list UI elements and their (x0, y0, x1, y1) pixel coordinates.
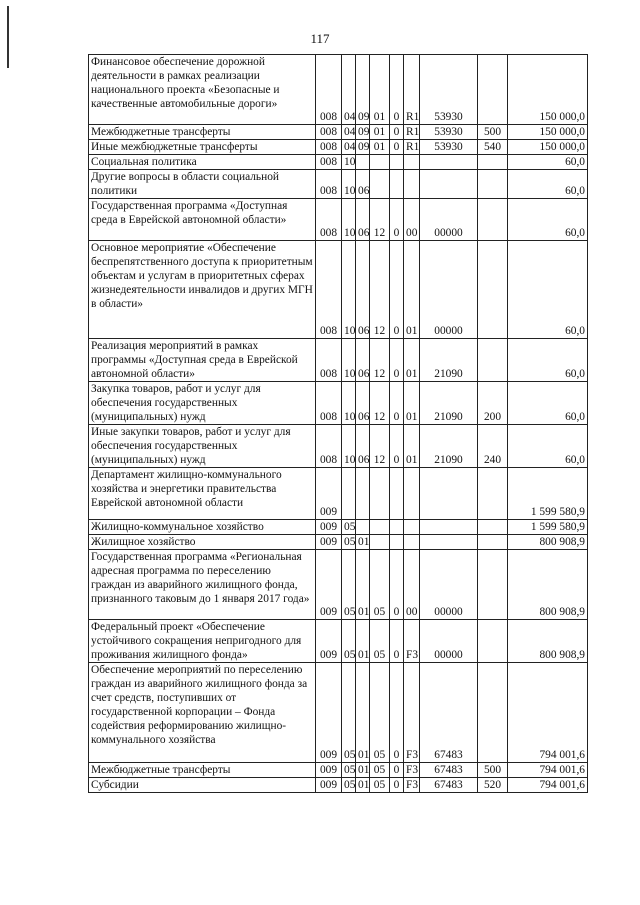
row-section-code: 05 (342, 663, 356, 763)
row-ved-code: 009 (316, 663, 342, 763)
row-amount: 794 001,6 (508, 763, 588, 778)
row-amount: 60,0 (508, 382, 588, 425)
row-name: Межбюджетные трансферты (89, 763, 316, 778)
row-subprogram-code (390, 520, 404, 535)
row-measure-code: 00 (404, 199, 420, 241)
row-section-code: 10 (342, 155, 356, 170)
row-amount: 800 908,9 (508, 550, 588, 620)
row-expense-type-code (478, 339, 508, 382)
row-ved-code: 008 (316, 125, 342, 140)
row-direction-code: 67483 (420, 663, 478, 763)
table-row (89, 339, 588, 382)
row-expense-type-code: 200 (478, 382, 508, 425)
row-direction-code: 00000 (420, 241, 478, 339)
row-name: Федеральный проект «Обеспечение устойчивого сокращения непригодного для проживания жилищного фонда» (89, 620, 316, 663)
row-program-code: 05 (370, 663, 390, 763)
row-ved-code: 009 (316, 620, 342, 663)
table-row (89, 170, 588, 199)
row-amount: 150 000,0 (508, 140, 588, 155)
row-program-code: 05 (370, 550, 390, 620)
table-row (89, 520, 588, 535)
row-ved-code: 009 (316, 763, 342, 778)
row-subprogram-code: 0 (390, 425, 404, 468)
row-amount: 60,0 (508, 425, 588, 468)
row-amount: 800 908,9 (508, 620, 588, 663)
table-row (89, 155, 588, 170)
row-ved-code: 009 (316, 550, 342, 620)
page-number: 117 (310, 31, 330, 46)
row-direction-code (420, 535, 478, 550)
row-measure-code: F3 (404, 778, 420, 793)
row-ved-code: 008 (316, 55, 342, 125)
row-subsection-code: 01 (356, 778, 370, 793)
row-program-code: 05 (370, 778, 390, 793)
row-amount: 60,0 (508, 155, 588, 170)
row-measure-code: 01 (404, 382, 420, 425)
row-amount: 60,0 (508, 241, 588, 339)
row-subsection-code: 06 (356, 339, 370, 382)
row-name: Государственная программа «Доступная среда в Еврейской автономной области» (89, 199, 316, 241)
row-program-code: 01 (370, 55, 390, 125)
row-subprogram-code (390, 170, 404, 199)
row-expense-type-code (478, 520, 508, 535)
row-subprogram-code: 0 (390, 339, 404, 382)
row-name: Межбюджетные трансферты (89, 125, 316, 140)
table-row (89, 55, 588, 125)
table-row (89, 425, 588, 468)
row-measure-code: R1 (404, 140, 420, 155)
row-section-code: 10 (342, 170, 356, 199)
row-name: Реализация мероприятий в рамках программы «Доступная среда в Еврейской автономной области» (89, 339, 316, 382)
row-expense-type-code: 520 (478, 778, 508, 793)
row-section-code: 10 (342, 199, 356, 241)
row-section-code: 10 (342, 339, 356, 382)
row-ved-code: 008 (316, 140, 342, 155)
row-name: Жилищное хозяйство (89, 535, 316, 550)
row-expense-type-code (478, 468, 508, 520)
row-expense-type-code (478, 55, 508, 125)
row-expense-type-code (478, 550, 508, 620)
row-amount: 60,0 (508, 339, 588, 382)
row-subprogram-code: 0 (390, 140, 404, 155)
row-amount: 1 599 580,9 (508, 520, 588, 535)
row-ved-code: 009 (316, 468, 342, 520)
row-section-code: 05 (342, 620, 356, 663)
row-ved-code: 008 (316, 382, 342, 425)
row-ved-code: 009 (316, 778, 342, 793)
row-ved-code: 009 (316, 520, 342, 535)
row-direction-code: 53930 (420, 140, 478, 155)
row-measure-code: 01 (404, 425, 420, 468)
row-subsection-code: 09 (356, 140, 370, 155)
row-subprogram-code: 0 (390, 241, 404, 339)
row-amount: 150 000,0 (508, 125, 588, 140)
row-direction-code: 53930 (420, 55, 478, 125)
row-direction-code: 21090 (420, 382, 478, 425)
row-name: Жилищно-коммунальное хозяйство (89, 520, 316, 535)
row-expense-type-code (478, 663, 508, 763)
table-row (89, 125, 588, 140)
row-amount: 794 001,6 (508, 663, 588, 763)
row-section-code: 10 (342, 425, 356, 468)
row-subsection-code: 01 (356, 535, 370, 550)
row-subsection-code: 01 (356, 663, 370, 763)
row-amount: 1 599 580,9 (508, 468, 588, 520)
row-subsection-code: 06 (356, 425, 370, 468)
row-subsection-code: 01 (356, 620, 370, 663)
row-amount: 60,0 (508, 170, 588, 199)
row-name: Субсидии (89, 778, 316, 793)
row-program-code: 12 (370, 241, 390, 339)
row-ved-code: 008 (316, 155, 342, 170)
table-row (89, 535, 588, 550)
row-expense-type-code (478, 620, 508, 663)
row-subsection-code: 06 (356, 382, 370, 425)
row-section-code: 10 (342, 241, 356, 339)
row-subprogram-code: 0 (390, 55, 404, 125)
row-expense-type-code: 240 (478, 425, 508, 468)
row-measure-code: R1 (404, 55, 420, 125)
row-name: Иные закупки товаров, работ и услуг для обеспечения государственных (муниципальных) нужд (89, 425, 316, 468)
row-ved-code: 009 (316, 535, 342, 550)
row-program-code: 12 (370, 339, 390, 382)
table-row (89, 199, 588, 241)
row-ved-code: 008 (316, 241, 342, 339)
row-expense-type-code (478, 170, 508, 199)
row-subsection-code: 01 (356, 763, 370, 778)
row-expense-type-code (478, 535, 508, 550)
table-row (89, 241, 588, 339)
row-section-code: 04 (342, 140, 356, 155)
row-program-code: 12 (370, 199, 390, 241)
row-subprogram-code: 0 (390, 125, 404, 140)
row-measure-code (404, 535, 420, 550)
table-row (89, 140, 588, 155)
table-row (89, 382, 588, 425)
row-name: Другие вопросы в области социальной политики (89, 170, 316, 199)
row-subprogram-code (390, 535, 404, 550)
row-subprogram-code: 0 (390, 382, 404, 425)
row-amount: 794 001,6 (508, 778, 588, 793)
row-section-code: 10 (342, 382, 356, 425)
row-direction-code: 21090 (420, 425, 478, 468)
budget-table (88, 54, 588, 793)
row-section-code (342, 468, 356, 520)
row-program-code: 12 (370, 425, 390, 468)
row-measure-code: R1 (404, 125, 420, 140)
table-row (89, 663, 588, 763)
row-measure-code (404, 520, 420, 535)
row-expense-type-code: 500 (478, 125, 508, 140)
row-subsection-code (356, 468, 370, 520)
row-subprogram-code: 0 (390, 199, 404, 241)
row-subsection-code (356, 520, 370, 535)
budget-table-body (89, 55, 588, 793)
row-subprogram-code: 0 (390, 763, 404, 778)
row-subprogram-code: 0 (390, 620, 404, 663)
row-subprogram-code (390, 468, 404, 520)
row-ved-code: 008 (316, 425, 342, 468)
row-program-code: 12 (370, 382, 390, 425)
row-section-code: 05 (342, 520, 356, 535)
row-name: Обеспечение мероприятий по переселению граждан из аварийного жилищного фонда за счет средств, поступивших от государственной корпорации – Фонда содействия реформированию жилищно-коммунального хозяйства (89, 663, 316, 763)
row-direction-code (420, 170, 478, 199)
row-name: Финансовое обеспечение дорожной деятельности в рамках реализации национального проекта «Безопасные и качественные автомобильные дороги» (89, 55, 316, 125)
row-direction-code: 00000 (420, 199, 478, 241)
table-row (89, 550, 588, 620)
row-subprogram-code: 0 (390, 663, 404, 763)
row-direction-code: 53930 (420, 125, 478, 140)
row-section-code: 05 (342, 763, 356, 778)
row-name: Закупка товаров, работ и услуг для обеспечения государственных (муниципальных) нужд (89, 382, 316, 425)
row-section-code: 05 (342, 778, 356, 793)
row-expense-type-code (478, 155, 508, 170)
row-measure-code: F3 (404, 620, 420, 663)
row-measure-code: F3 (404, 663, 420, 763)
row-subsection-code: 06 (356, 199, 370, 241)
row-program-code: 01 (370, 125, 390, 140)
row-section-code: 04 (342, 55, 356, 125)
row-program-code: 05 (370, 763, 390, 778)
row-direction-code: 00000 (420, 620, 478, 663)
row-section-code: 05 (342, 550, 356, 620)
row-ved-code: 008 (316, 170, 342, 199)
row-name: Социальная политика (89, 155, 316, 170)
row-direction-code (420, 155, 478, 170)
row-program-code: 05 (370, 620, 390, 663)
row-direction-code: 21090 (420, 339, 478, 382)
row-subsection-code: 06 (356, 170, 370, 199)
row-program-code (370, 170, 390, 199)
table-row (89, 620, 588, 663)
row-measure-code: F3 (404, 763, 420, 778)
row-program-code (370, 535, 390, 550)
row-direction-code: 67483 (420, 763, 478, 778)
row-direction-code: 67483 (420, 778, 478, 793)
row-measure-code (404, 155, 420, 170)
row-ved-code: 008 (316, 339, 342, 382)
row-subprogram-code: 0 (390, 550, 404, 620)
row-section-code: 05 (342, 535, 356, 550)
row-amount: 60,0 (508, 199, 588, 241)
row-measure-code: 01 (404, 241, 420, 339)
row-measure-code: 01 (404, 339, 420, 382)
row-name: Основное мероприятие «Обеспечение беспрепятственного доступа к приоритетным объектам и услугам в приоритетных сферах жизнедеятельности инвалидов и других МГН в области» (89, 241, 316, 339)
row-subsection-code: 01 (356, 550, 370, 620)
row-measure-code (404, 468, 420, 520)
row-subsection-code: 09 (356, 125, 370, 140)
table-row (89, 468, 588, 520)
row-subsection-code (356, 155, 370, 170)
row-subprogram-code: 0 (390, 778, 404, 793)
table-row (89, 778, 588, 793)
row-name: Иные межбюджетные трансферты (89, 140, 316, 155)
row-measure-code (404, 170, 420, 199)
row-expense-type-code (478, 199, 508, 241)
row-subsection-code: 09 (356, 55, 370, 125)
row-amount: 800 908,9 (508, 535, 588, 550)
row-amount: 150 000,0 (508, 55, 588, 125)
table-row (89, 763, 588, 778)
row-direction-code (420, 520, 478, 535)
row-name: Государственная программа «Региональная адресная программа по переселению граждан из аварийного жилищного фонда, признанного таковым до 1 января 2017 года» (89, 550, 316, 620)
row-subprogram-code (390, 155, 404, 170)
row-ved-code: 008 (316, 199, 342, 241)
row-direction-code: 00000 (420, 550, 478, 620)
row-direction-code (420, 468, 478, 520)
row-expense-type-code (478, 241, 508, 339)
row-subsection-code: 06 (356, 241, 370, 339)
row-name: Департамент жилищно-коммунального хозяйства и энергетики правительства Еврейской автономной области (89, 468, 316, 520)
row-section-code: 04 (342, 125, 356, 140)
row-program-code: 01 (370, 140, 390, 155)
row-expense-type-code: 540 (478, 140, 508, 155)
row-expense-type-code: 500 (478, 763, 508, 778)
row-program-code (370, 468, 390, 520)
row-program-code (370, 520, 390, 535)
row-program-code (370, 155, 390, 170)
row-measure-code: 00 (404, 550, 420, 620)
